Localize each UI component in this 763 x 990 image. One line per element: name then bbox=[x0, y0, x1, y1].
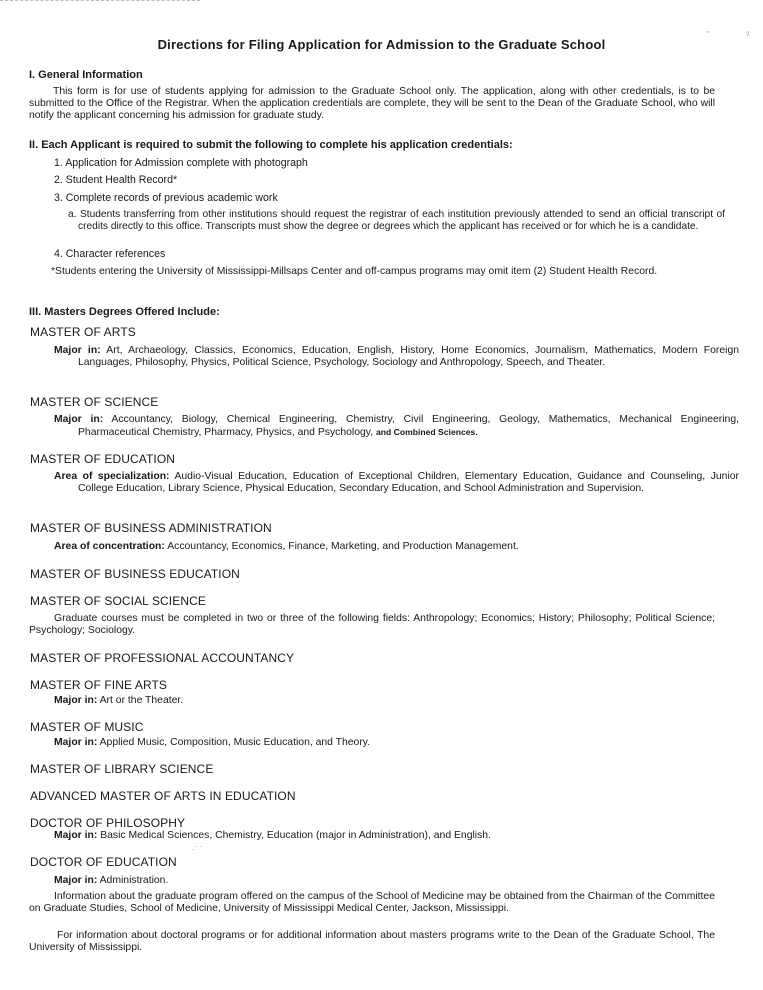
degree-detail bbox=[54, 695, 715, 707]
degree-detail-text: Accountancy, Economics, Finance, Marketing, and Production Management. bbox=[167, 541, 519, 552]
degree-title: MASTER OF SOCIAL SCIENCE bbox=[30, 594, 206, 608]
list-item: 1. Application for Admission complete with photograph bbox=[54, 157, 308, 169]
degree-detail-label: Major in: bbox=[54, 737, 98, 748]
list-item: 3. Complete records of previous academic work bbox=[54, 192, 278, 204]
page-title: Directions for Filing Application for Admission to the Graduate School bbox=[157, 37, 606, 52]
degree-title: MASTER OF SCIENCE bbox=[30, 395, 159, 409]
footnote: *Students entering the University of Mississippi-Millsaps Center and off-campus programs may omit item (2) Student Health Record. bbox=[51, 266, 658, 277]
degree-title: MASTER OF BUSINESS ADMINISTRATION bbox=[30, 521, 272, 535]
scan-speck: ˀ bbox=[746, 30, 750, 40]
degree-detail-text: Basic Medical Sciences, Chemistry, Education (major in Administration), and English. bbox=[100, 830, 491, 841]
degree-detail-label: Area of concentration: bbox=[54, 541, 165, 552]
degree-title: MASTER OF ARTS bbox=[30, 325, 136, 339]
degree-detail bbox=[54, 737, 715, 749]
list-item: 2. Student Health Record* bbox=[54, 174, 178, 186]
section-heading-degrees: III. Masters Degrees Offered Include: bbox=[29, 306, 220, 318]
degree-title: DOCTOR OF PHILOSOPHY bbox=[30, 816, 186, 830]
degree-title: ADVANCED MASTER OF ARTS IN EDUCATION bbox=[30, 789, 296, 803]
list-subitem: a. Students transferring from other institutions should request the registrar of each institution previously attended to send an official transcript of credits directly to this office. Transcripts must show the degree or degrees which the applicant has received or for which he is a candidate. bbox=[68, 209, 725, 232]
degree-title: MASTER OF FINE ARTS bbox=[30, 678, 168, 692]
degree-title: DOCTOR OF EDUCATION bbox=[30, 855, 177, 869]
degree-detail-label: Major in: bbox=[54, 345, 101, 356]
closing-medicine: Information about the graduate program offered on the campus of the School of Medicine may be obtained from the Chairman of the Committee on Graduate Studies, School of Medicine, University of Mississippi Medical Center, Jackson, Mississippi. bbox=[29, 891, 715, 914]
degree-detail-note: and Combined Sciences. bbox=[375, 427, 478, 437]
section-heading-requirements: II. Each Applicant is required to submit the following to complete his application credentials: bbox=[29, 139, 513, 151]
degree-title: MASTER OF PROFESSIONAL ACCOUNTANCY bbox=[30, 651, 295, 665]
degree-detail bbox=[54, 830, 715, 842]
degree-detail bbox=[54, 875, 715, 887]
degree-detail-text: Art, Archaeology, Classics, Economics, Education, English, History, Home Economics, Journalism, Mathematics, Modern Foreign Languages, Philosophy, Physics, Political Science, Psychology, Sociology and Anthropology, Speech, and Theater. bbox=[78, 345, 740, 368]
list-item: 4. Character references bbox=[54, 248, 166, 260]
closing-doctoral: For information about doctoral programs or for additional information about masters programs write to the Dean of the Graduate School, The University of Mississippi. bbox=[29, 930, 715, 953]
degree-detail bbox=[54, 541, 715, 553]
degree-detail bbox=[54, 414, 739, 439]
degree-detail-label: Major in: bbox=[54, 830, 98, 841]
degree-title: MASTER OF LIBRARY SCIENCE bbox=[30, 762, 214, 776]
degree-detail-label: Major in: bbox=[54, 695, 98, 706]
scan-speck: ᐧ˙ ˙ bbox=[192, 845, 203, 855]
degree-detail bbox=[54, 345, 739, 369]
degree-detail-label: Major in: bbox=[54, 875, 98, 886]
section-heading-general: I. General Information bbox=[29, 69, 143, 81]
degree-detail-text: Accountancy, Biology, Chemical Engineering, Chemistry, Civil Engineering, Geology, Mathematics, Mechanical Engineering, Pharmaceutical Chemistry, Pharmacy, Physics, and Psychology, bbox=[78, 414, 739, 438]
general-info-text: This form is for use of students applying for admission to the Graduate School only. The application, along with other credentials, is to be submitted to the Office of the Registrar. When the application credentials are complete, they will be sent to the Dean of the Graduate School, who will notify the applicant concerning his admission for graduate study. bbox=[29, 86, 715, 121]
degree-detail bbox=[54, 471, 739, 495]
degree-detail-label: Major in: bbox=[54, 414, 104, 425]
degree-title: MASTER OF EDUCATION bbox=[30, 452, 176, 466]
degree-detail-label: Area of specialization: bbox=[54, 471, 170, 482]
scan-speck: ˇ bbox=[706, 30, 709, 40]
degree-detail-text: Art or the Theater. bbox=[99, 695, 184, 706]
degree-title: MASTER OF MUSIC bbox=[30, 720, 144, 734]
degree-title: MASTER OF BUSINESS EDUCATION bbox=[30, 567, 240, 581]
degree-detail-text: Administration. bbox=[99, 875, 169, 886]
perforation-edge bbox=[0, 0, 200, 5]
degree-detail-text: Audio-Visual Education, Education of Exceptional Children, Elementary Education, Guidance and Counseling, Junior College Education, Library Science, Physical Education, Secondary Education, and School Administration and Supervision. bbox=[78, 471, 739, 494]
degree-detail-text: Applied Music, Composition, Music Education, and Theory. bbox=[99, 737, 371, 748]
degree-detail-text: Graduate courses must be completed in two or three of the following fields: Anthropology; Economics; History; Philosophy; Political Science; Psychology; Sociology. bbox=[29, 613, 715, 636]
